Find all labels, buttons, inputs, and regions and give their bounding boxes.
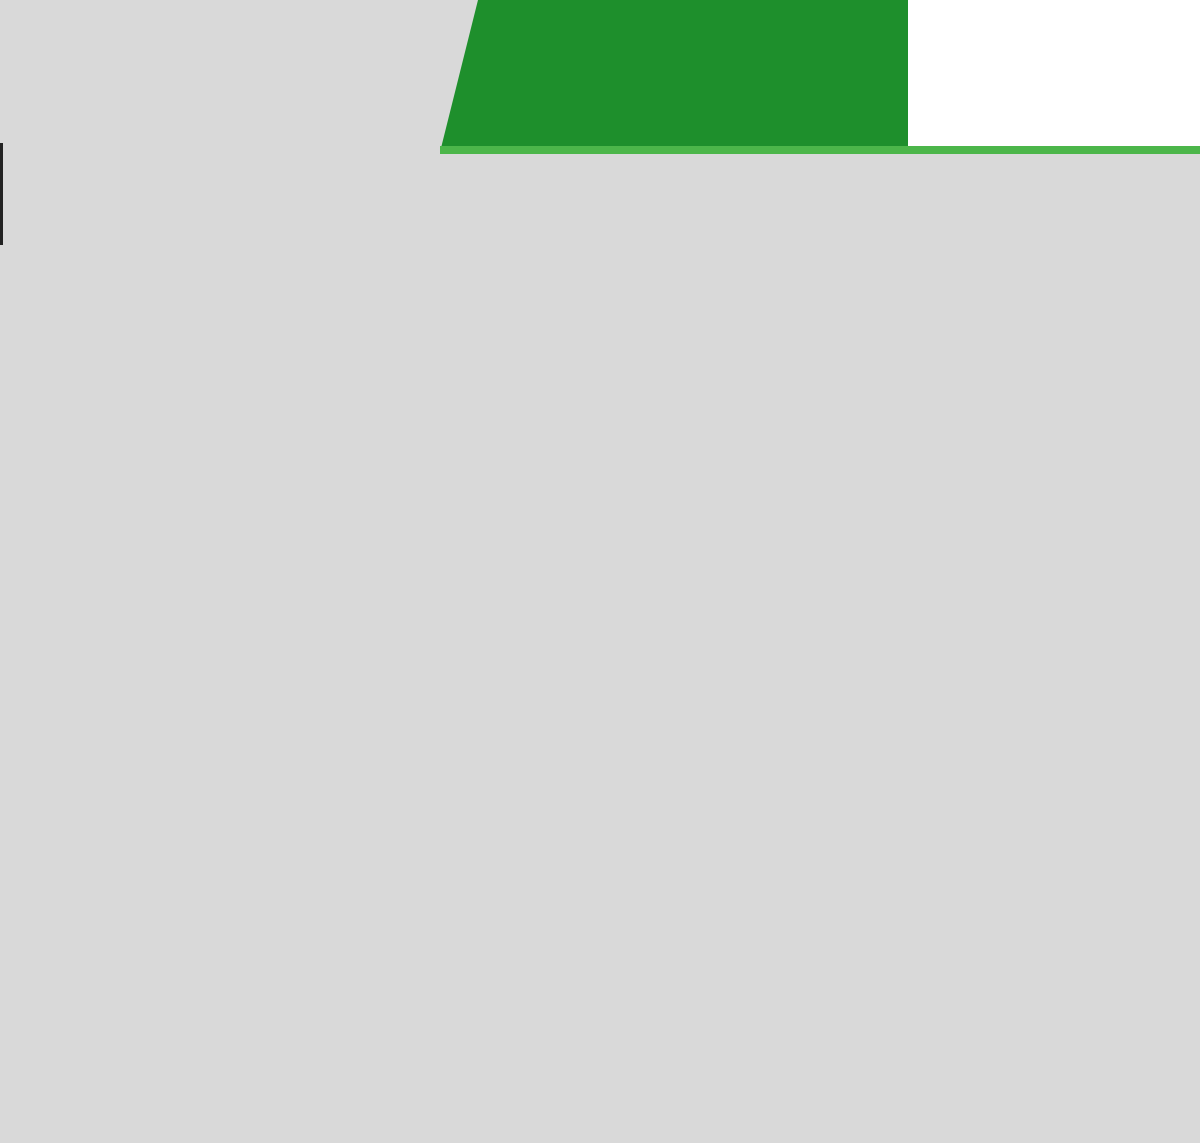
product-name	[480, 10, 900, 140]
banner-stripe	[440, 146, 1200, 154]
document-title	[380, 172, 820, 234]
edge-divider	[0, 143, 3, 245]
rx-status-label	[912, 40, 1200, 110]
